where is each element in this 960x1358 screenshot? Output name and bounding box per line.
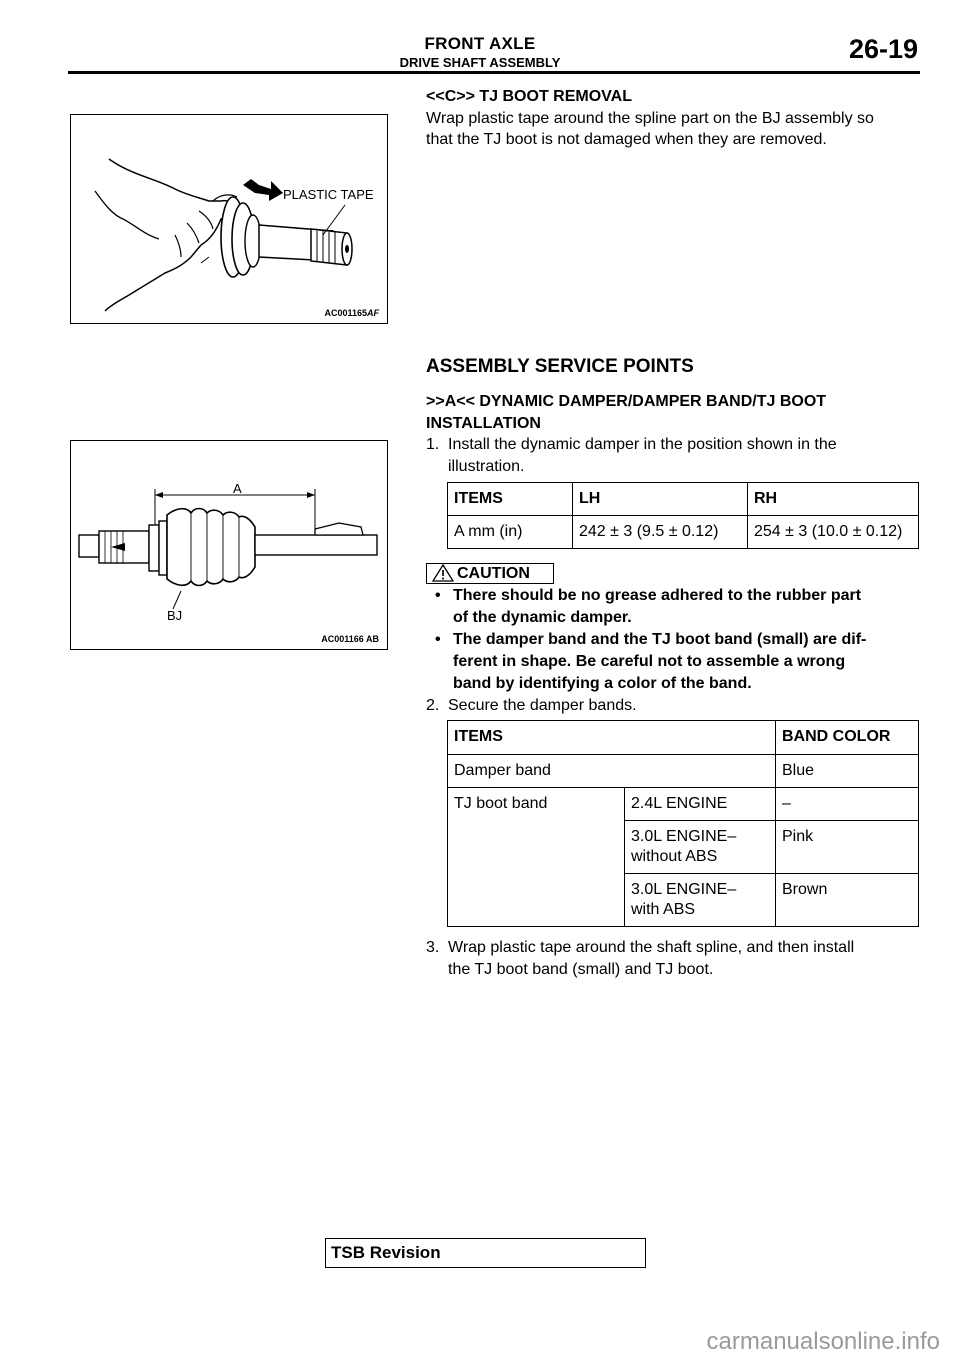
warning-triangle-icon	[432, 564, 454, 582]
step-3-number: 3.	[426, 939, 440, 956]
caution-bullet-1-line-1: There should be no grease adhered to the rubber part	[453, 587, 862, 604]
step-2-number: 2.	[426, 697, 440, 714]
caution-box	[426, 563, 554, 584]
caution-bullet-2-line-1: The damper band and the TJ boot band (small) are dif-	[453, 631, 867, 648]
caution-bullet-2	[435, 629, 915, 695]
table-cell: 2.4L ENGINE	[625, 788, 776, 821]
step-1-number: 1.	[426, 436, 440, 453]
table-header-lh: LH	[573, 483, 748, 516]
table-row	[448, 483, 919, 516]
table-cell: 242 ± 3 (9.5 ± 0.12)	[573, 516, 748, 549]
table-cell	[625, 821, 776, 874]
step-1-line-1: Install the dynamic damper in the position shown in the	[448, 436, 837, 453]
label-bj: BJ	[167, 608, 183, 623]
header-rule	[68, 71, 920, 74]
table-cell: Pink	[776, 821, 919, 874]
table-header-items: ITEMS	[448, 483, 573, 516]
tsb-revision-box	[325, 1238, 646, 1268]
table-header-band-color: BAND COLOR	[776, 721, 919, 755]
assembly-subheading-line-1: >>A<< DYNAMIC DAMPER/DAMPER BAND/TJ BOOT	[426, 393, 827, 410]
table-row	[448, 721, 919, 755]
section-title: FRONT AXLE	[424, 34, 536, 53]
page-number: 26-19	[848, 34, 918, 64]
bullet-dot: •	[435, 631, 441, 648]
table-cell: Damper band	[448, 755, 776, 788]
section-c-line-1: Wrap plastic tape around the spline part on the BJ assembly so	[426, 110, 874, 127]
subsection-title: DRIVE SHAFT ASSEMBLY	[399, 55, 561, 70]
table-row	[448, 755, 919, 788]
engine-line-2: with ABS	[631, 901, 696, 918]
table-cell: TJ boot band	[448, 788, 625, 927]
bullet-dot: •	[435, 587, 441, 604]
step-1	[426, 434, 916, 478]
step-3-line-1: Wrap plastic tape around the shaft spline, and then install	[448, 939, 855, 956]
step-3-line-2: the TJ boot band (small) and TJ boot.	[448, 961, 714, 978]
label-dimension-a: A	[233, 481, 242, 496]
section-c-line-2: that the TJ boot is not damaged when they are removed.	[426, 131, 827, 148]
step-2	[426, 695, 916, 717]
figure2-code	[321, 634, 379, 644]
caution-bullet-1	[435, 585, 915, 629]
label-plastic-tape: PLASTIC TAPE	[283, 187, 374, 202]
step-3	[426, 937, 916, 981]
step-1-line-2: illustration.	[448, 458, 525, 475]
figure-tj-boot-removal-illustration	[71, 115, 387, 323]
figure-tj-boot-removal	[70, 114, 388, 324]
figure1-code-suffix: AF	[367, 308, 379, 318]
table-cell: –	[776, 788, 919, 821]
figure2-code-number: AC001166	[321, 634, 364, 644]
table-row	[448, 788, 919, 821]
tsb-revision-label: TSB Revision	[331, 1243, 441, 1262]
figure-dynamic-damper-illustration	[71, 441, 387, 649]
engine-line-1: 3.0L ENGINE–	[631, 881, 737, 898]
table-row	[448, 516, 919, 549]
watermark: carmanualsonline.info	[706, 1328, 940, 1355]
table-cell: Blue	[776, 755, 919, 788]
band-color-table	[447, 720, 919, 927]
caution-bullet-2-line-3: band by identifying a color of the band.	[453, 675, 752, 692]
table-cell: A mm (in)	[448, 516, 573, 549]
step-2-text: Secure the damper bands.	[448, 697, 637, 714]
figure1-code-number: AC001165	[324, 308, 367, 318]
table-cell: Brown	[776, 874, 919, 927]
table-cell	[625, 874, 776, 927]
figure2-code-suffix: AB	[366, 634, 379, 644]
table-cell: 254 ± 3 (10.0 ± 0.12)	[748, 516, 919, 549]
figure1-code	[324, 308, 379, 318]
assembly-heading: ASSEMBLY SERVICE POINTS	[426, 356, 694, 377]
engine-line-2: without ABS	[631, 848, 718, 865]
assembly-subheading-line-2: INSTALLATION	[426, 415, 541, 432]
engine-line-1: 3.0L ENGINE–	[631, 828, 737, 845]
figure-dynamic-damper-position	[70, 440, 388, 650]
caution-bullet-1-line-2: of the dynamic damper.	[453, 609, 632, 626]
section-c-title: <<C>> TJ BOOT REMOVAL	[426, 88, 632, 105]
table-header-rh: RH	[748, 483, 919, 516]
table-header-items: ITEMS	[448, 721, 776, 755]
caution-bullet-2-line-2: ferent in shape. Be careful not to assemble a wrong	[453, 653, 846, 670]
damper-position-table	[447, 482, 919, 549]
caution-label: CAUTION	[457, 565, 530, 582]
